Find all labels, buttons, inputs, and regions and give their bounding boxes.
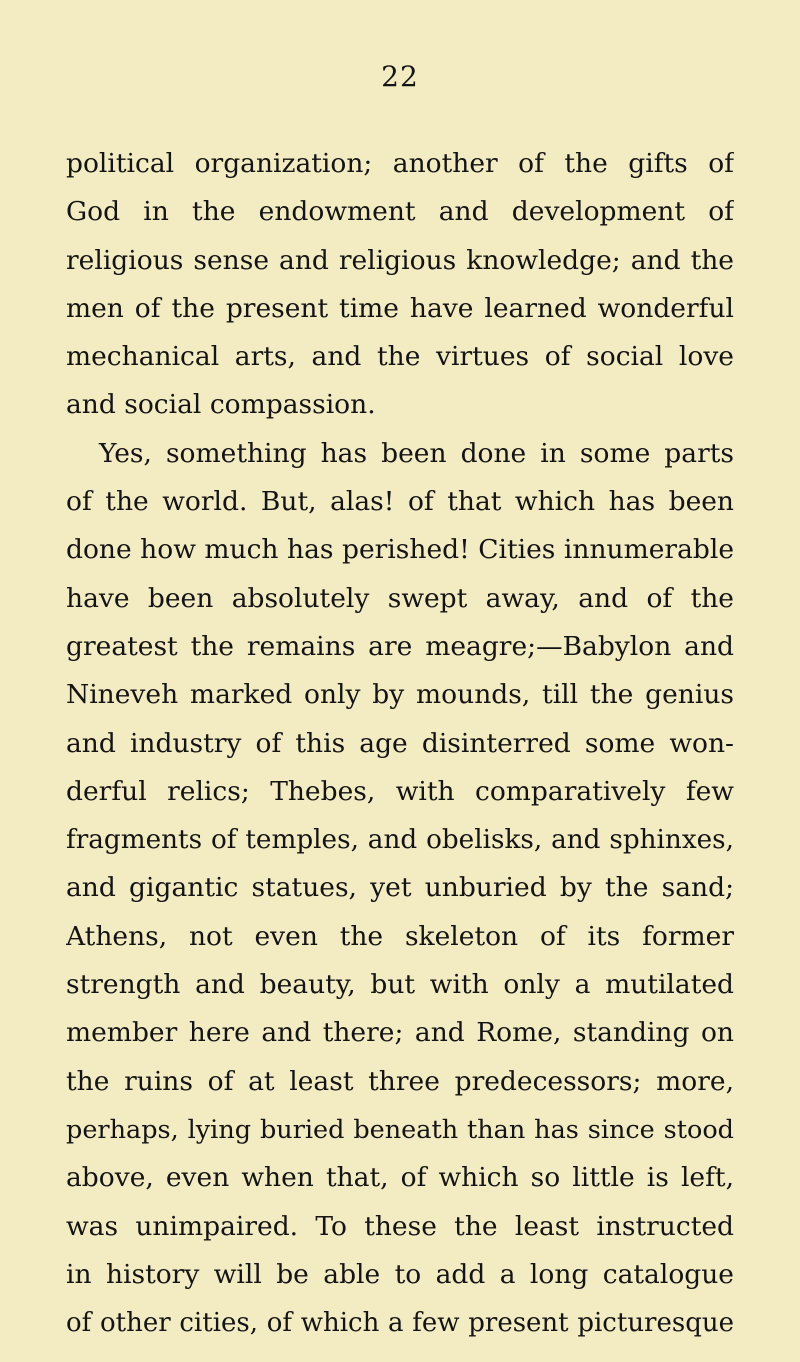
text-line: political organization; another of the gifts of [66,148,734,179]
text-line: was unimpaired. To these the least instructed [66,1210,734,1242]
text-line: of the world. But, alas! of that which has been [66,486,734,518]
text-line: religious sense and religious knowledge; and the [66,244,734,276]
text-line: have been absolutely swept away, and of the [66,582,734,614]
text-line: men of the present time have learned wonderful [66,292,734,324]
text-line: fragments of temples, and obelisks, and sphinxes, [66,825,734,856]
text-line: perhaps, lying buried beneath than has since stood [66,1114,734,1145]
text-line: and industry of this age disinterred some won- [66,727,734,759]
text-line: Nineveh marked only by mounds, till the genius [66,679,734,711]
text-line: mechanical arts, and the virtues of social love [66,341,734,373]
text-line: in history will be able to add a long catalogue [66,1258,734,1290]
text-line: derful relics; Thebes, with comparatively few [66,775,734,807]
text-line: the ruins of at least three predecessors; more, [66,1065,734,1097]
text-line: greatest the remains are meagre;—Babylon and [66,630,734,662]
text-line: strength and beauty, but with only a mutilated [66,969,734,1001]
text-line: above, even when that, of which so little is left, [66,1162,734,1194]
text-line: God in the endowment and development of [66,196,734,228]
text-line: and gigantic statues, yet unburied by the sand; [66,872,734,904]
text-line: done how much has perished! Cities innumerable [66,534,734,566]
text-line: and social compassion. [66,389,376,421]
text-line: of other cities, of which a few present picturesque [66,1308,734,1339]
text-line: Yes, something has been done in some parts [99,437,734,469]
page-number: 22 [381,60,419,93]
text-line: Athens, not even the skeleton of its former [66,920,734,952]
text-line: member here and there; and Rome, standing on [66,1017,734,1049]
page-body-text [66,140,734,1347]
